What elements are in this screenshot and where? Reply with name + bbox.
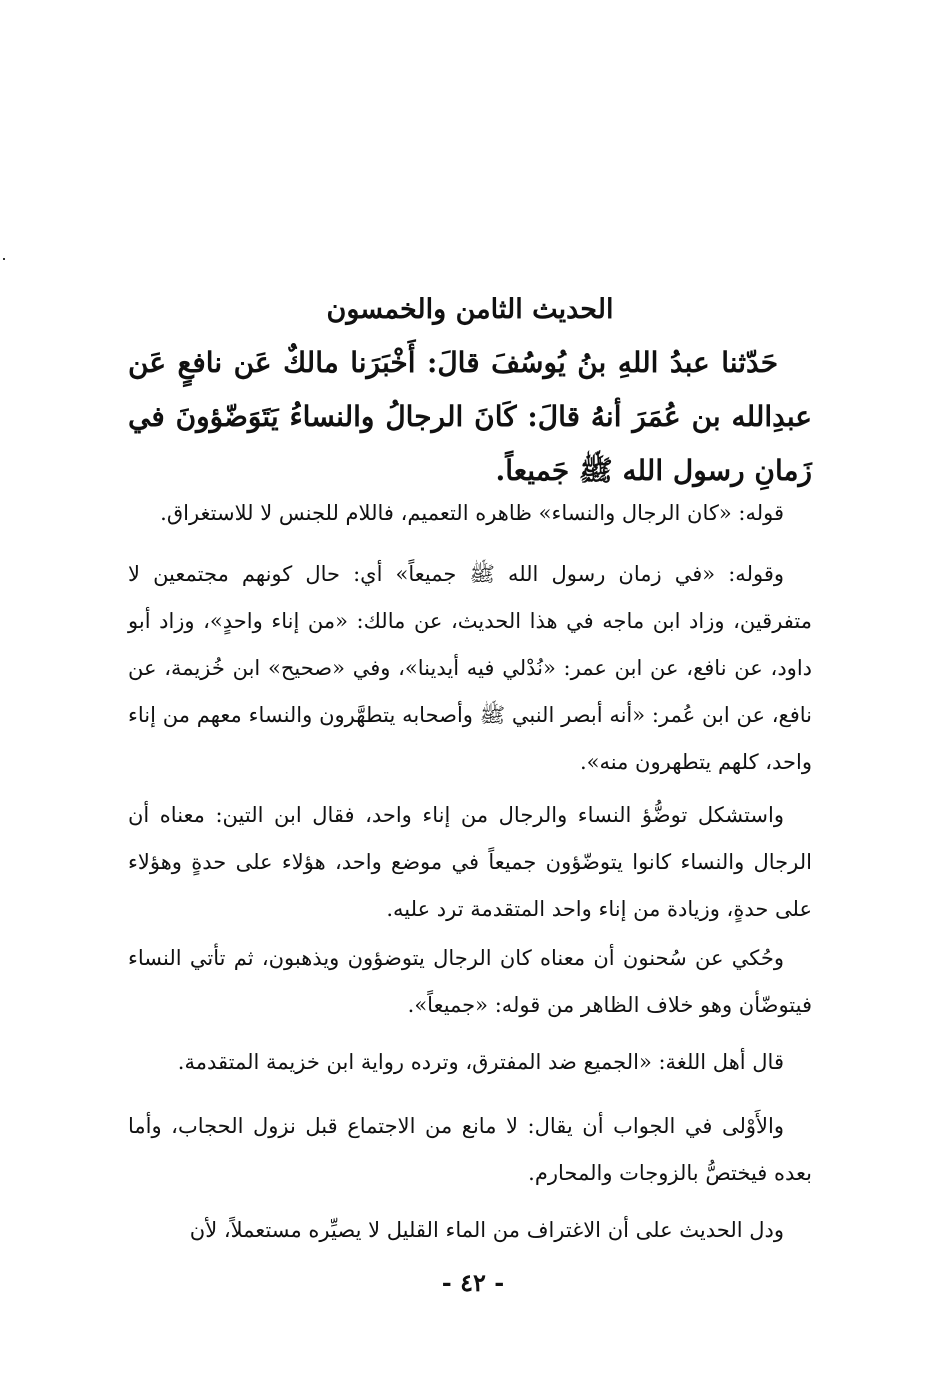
margin-mark [3, 258, 5, 260]
chapter-title: الحديث الثامن والخمسون [326, 294, 614, 325]
commentary-paragraph-3: واستشكل توضُّؤ النساء والرجال من إناء واحد، فقال ابن التين: معناه أن الرجال والنساء كانوا يتوضّؤون جميعاً في موضع واحد، هؤلاء على حدةٍ وهؤلاء على حدةٍ، وزيادة من إناء واحد المتقدمة ترد عليه. [128, 803, 812, 921]
commentary-paragraph-6: والأَوْلى في الجواب أن يقال: لا مانع من الاجتماع قبل نزول الحجاب، وأما بعده فيختصُّ بالزوجات والمحارم. [128, 1114, 812, 1185]
page-number: - ٤٢ - [441, 1268, 505, 1297]
commentary-paragraph-5: قال أهل اللغة: «الجميع ضد المفترق، وترده رواية ابن خزيمة المتقدمة. [177, 1050, 784, 1074]
commentary-paragraph-4: وحُكي عن سُحنون أن معناه كان الرجال يتوضؤون ويذهبون، ثم تأتي النساء فيتوضّأن وهو خلاف الظاهر من قوله: «جميعاً». [128, 946, 812, 1017]
commentary-paragraph-2: وقوله: «في زمان رسول الله ﷺ جميعاً» أي: حال كونهم مجتمعين لا متفرقين، وزاد ابن ماجه في هذا الحديث، عن مالك: «من إناء واحدٍ»، وزاد أبو داود، عن نافع، عن ابن عمر: «نُدْلي فيه أيدينا»، وفي «صحيح» ابن خُزيمة، عن نافع، عن ابن عُمر: «أنه أبصر النبي ﷺ وأصحابه يتطهَّرون والنساء معهم من إناء واحد، كلهم يتطهرون منه». [128, 562, 812, 774]
commentary-paragraph-7: ودل الحديث على أن الاغتراف من الماء القليل لا يصيِّره مستعملاً، لأن [189, 1218, 784, 1242]
commentary-paragraph-1: قوله: «كان الرجال والنساء» ظاهره التعميم، فاللام للجنس لا للاستغراق. [160, 501, 784, 525]
hadith-text: حَدّثنا عبدُ اللهِ بنُ يُوسُفَ قالَ: أَخْبَرَنا مالكٌ عَن نافعٍ عَن عبدِالله بن عُمَرَ أنهُ قالَ: كَانَ الرجالُ والنساءُ يَتَوَضّؤونَ في زَمانِ رسول الله ﷺ جَميعاً. [128, 346, 812, 487]
